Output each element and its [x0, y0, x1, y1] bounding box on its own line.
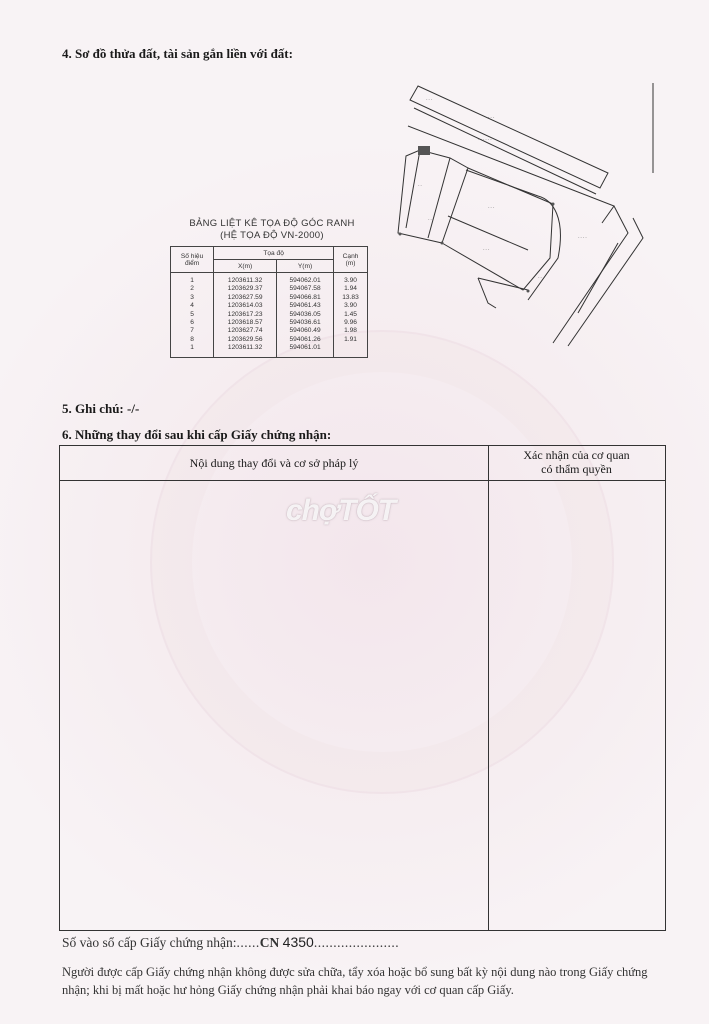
- coordinate-cell-y: 594067.58: [277, 285, 334, 293]
- registry-dots-before: ......: [236, 935, 260, 950]
- coordinate-cell-y: 594060.49: [277, 327, 334, 335]
- coordinate-cell-point: 5: [171, 311, 214, 319]
- coordinate-cell-point: 3: [171, 294, 214, 302]
- coordinate-row: [171, 302, 368, 310]
- coordinate-cell-x: 1203627.74: [214, 327, 277, 335]
- col-point-line-1: Số hiệu: [180, 252, 204, 260]
- coordinate-row: [171, 273, 368, 286]
- col-y-header: Y(m): [277, 260, 334, 273]
- coordinate-cell-edge: 13.83: [334, 294, 368, 302]
- coordinate-cell-edge: 9.96: [334, 319, 368, 327]
- authority-header-line-1: Xác nhận của cơ quan: [523, 448, 630, 462]
- section-4-title: 4. Sơ đồ thửa đất, tài sản gắn liền với đất:: [62, 46, 293, 61]
- svg-text:- - - - - -: - - - - - -: [478, 136, 492, 141]
- coordinate-cell-point: 8: [171, 336, 214, 344]
- coordinate-cell-y: 594062.01: [277, 273, 334, 286]
- coordinate-cell-edge: 1.94: [334, 285, 368, 293]
- chotot-watermark: chợTỐT: [286, 494, 396, 527]
- svg-text:- - -: - - -: [483, 246, 490, 251]
- col-x-header: X(m): [214, 260, 277, 273]
- col-point-header: [171, 247, 214, 273]
- coordinate-cell-point: 2: [171, 285, 214, 293]
- col-edge-line-1: Cạnh: [342, 252, 359, 260]
- coordinate-cell-point: 4: [171, 302, 214, 310]
- col-point-line-2: điểm: [184, 259, 200, 267]
- coordinate-row: [171, 327, 368, 335]
- coordinate-cell-point: 7: [171, 327, 214, 335]
- coordinate-cell-x: 1203627.59: [214, 294, 277, 302]
- coordinate-cell-y: 594061.43: [277, 302, 334, 310]
- coordinate-cell-x: 1203611.32: [214, 344, 277, 357]
- coordinate-cell-y: 594061.26: [277, 336, 334, 344]
- section-5-title: 5. Ghi chú: -/-: [62, 401, 140, 416]
- coordinate-row: [171, 319, 368, 327]
- svg-text:- -: - -: [538, 274, 542, 279]
- coordinate-table: [170, 246, 368, 358]
- caption-line-1: BẢNG LIỆT KÊ TỌA ĐỘ GÓC RANH: [189, 218, 355, 229]
- col-edge-line-2: (m): [345, 259, 356, 267]
- coordinate-cell-point: 6: [171, 319, 214, 327]
- coordinate-cell-edge: 1.91: [334, 336, 368, 344]
- coordinate-cell-edge: 1.98: [334, 327, 368, 335]
- registry-dots-after: ......................: [313, 935, 400, 950]
- svg-text:- - - -: - - - -: [578, 234, 587, 239]
- caption-line-2: (HỆ TỌA ĐỘ VN-2000): [220, 230, 324, 241]
- registry-number: 4350: [282, 934, 314, 950]
- authority-confirmation-header: [488, 448, 665, 476]
- registry-prefix: CN: [259, 935, 280, 950]
- svg-text:- - -: - - -: [426, 96, 433, 101]
- coordinate-cell-point: 1: [171, 273, 214, 286]
- registry-label: Số vào sổ cấp Giấy chứng nhận:: [62, 935, 237, 950]
- coordinate-cell-edge: [334, 344, 368, 357]
- coordinate-cell-x: 1203618.57: [214, 319, 277, 327]
- authority-header-line-2: có thẩm quyền: [541, 462, 612, 476]
- column-divider: [488, 446, 489, 930]
- svg-text:- - -: - - -: [488, 114, 495, 119]
- coordinate-row: [171, 285, 368, 293]
- registry-line: [62, 934, 399, 951]
- coordinate-row: [171, 294, 368, 302]
- coordinate-cell-edge: 1.45: [334, 311, 368, 319]
- coordinate-cell-edge: 3.90: [334, 302, 368, 310]
- coordinate-cell-x: 1203611.32: [214, 273, 277, 286]
- footer-note: Người được cấp Giấy chứng nhận không được sửa chữa, tẩy xóa hoặc bổ sung bất kỳ nội dung nào trong Giấy chứng nhận; khi bị mất hoặc hư hỏng Giấy chứng nhận phải khai báo ngay với cơ quan cấp Giấy.: [62, 965, 648, 997]
- coordinate-cell-x: 1203617.23: [214, 311, 277, 319]
- header-divider: [60, 480, 665, 481]
- coordinate-row: [171, 311, 368, 319]
- col-edge-header: [334, 247, 368, 273]
- land-plot-sketch: [378, 78, 668, 348]
- coordinate-cell-y: 594036.05: [277, 311, 334, 319]
- coordinate-row: [171, 344, 368, 357]
- svg-text:- -: - -: [418, 182, 422, 187]
- svg-text:- - -: - - -: [488, 204, 495, 209]
- coordinate-cell-y: 594061.01: [277, 344, 334, 357]
- section-6-title: 6. Những thay đổi sau khi cấp Giấy chứng nhận:: [62, 427, 332, 442]
- svg-text:- -: - -: [428, 216, 432, 221]
- coordinate-cell-y: 594036.61: [277, 319, 334, 327]
- coordinate-cell-x: 1203614.03: [214, 302, 277, 310]
- changes-content-header: Nội dung thay đổi và cơ sở pháp lý: [189, 456, 359, 470]
- coordinate-cell-edge: 3.90: [334, 273, 368, 286]
- coordinate-cell-point: 1: [171, 344, 214, 357]
- coordinate-row: [171, 336, 368, 344]
- coordinate-cell-x: 1203629.56: [214, 336, 277, 344]
- coordinate-cell-y: 594066.81: [277, 294, 334, 302]
- coordinate-table-caption: [172, 218, 372, 242]
- coordinate-cell-x: 1203629.37: [214, 285, 277, 293]
- col-coords-header: Tọa độ: [214, 247, 334, 260]
